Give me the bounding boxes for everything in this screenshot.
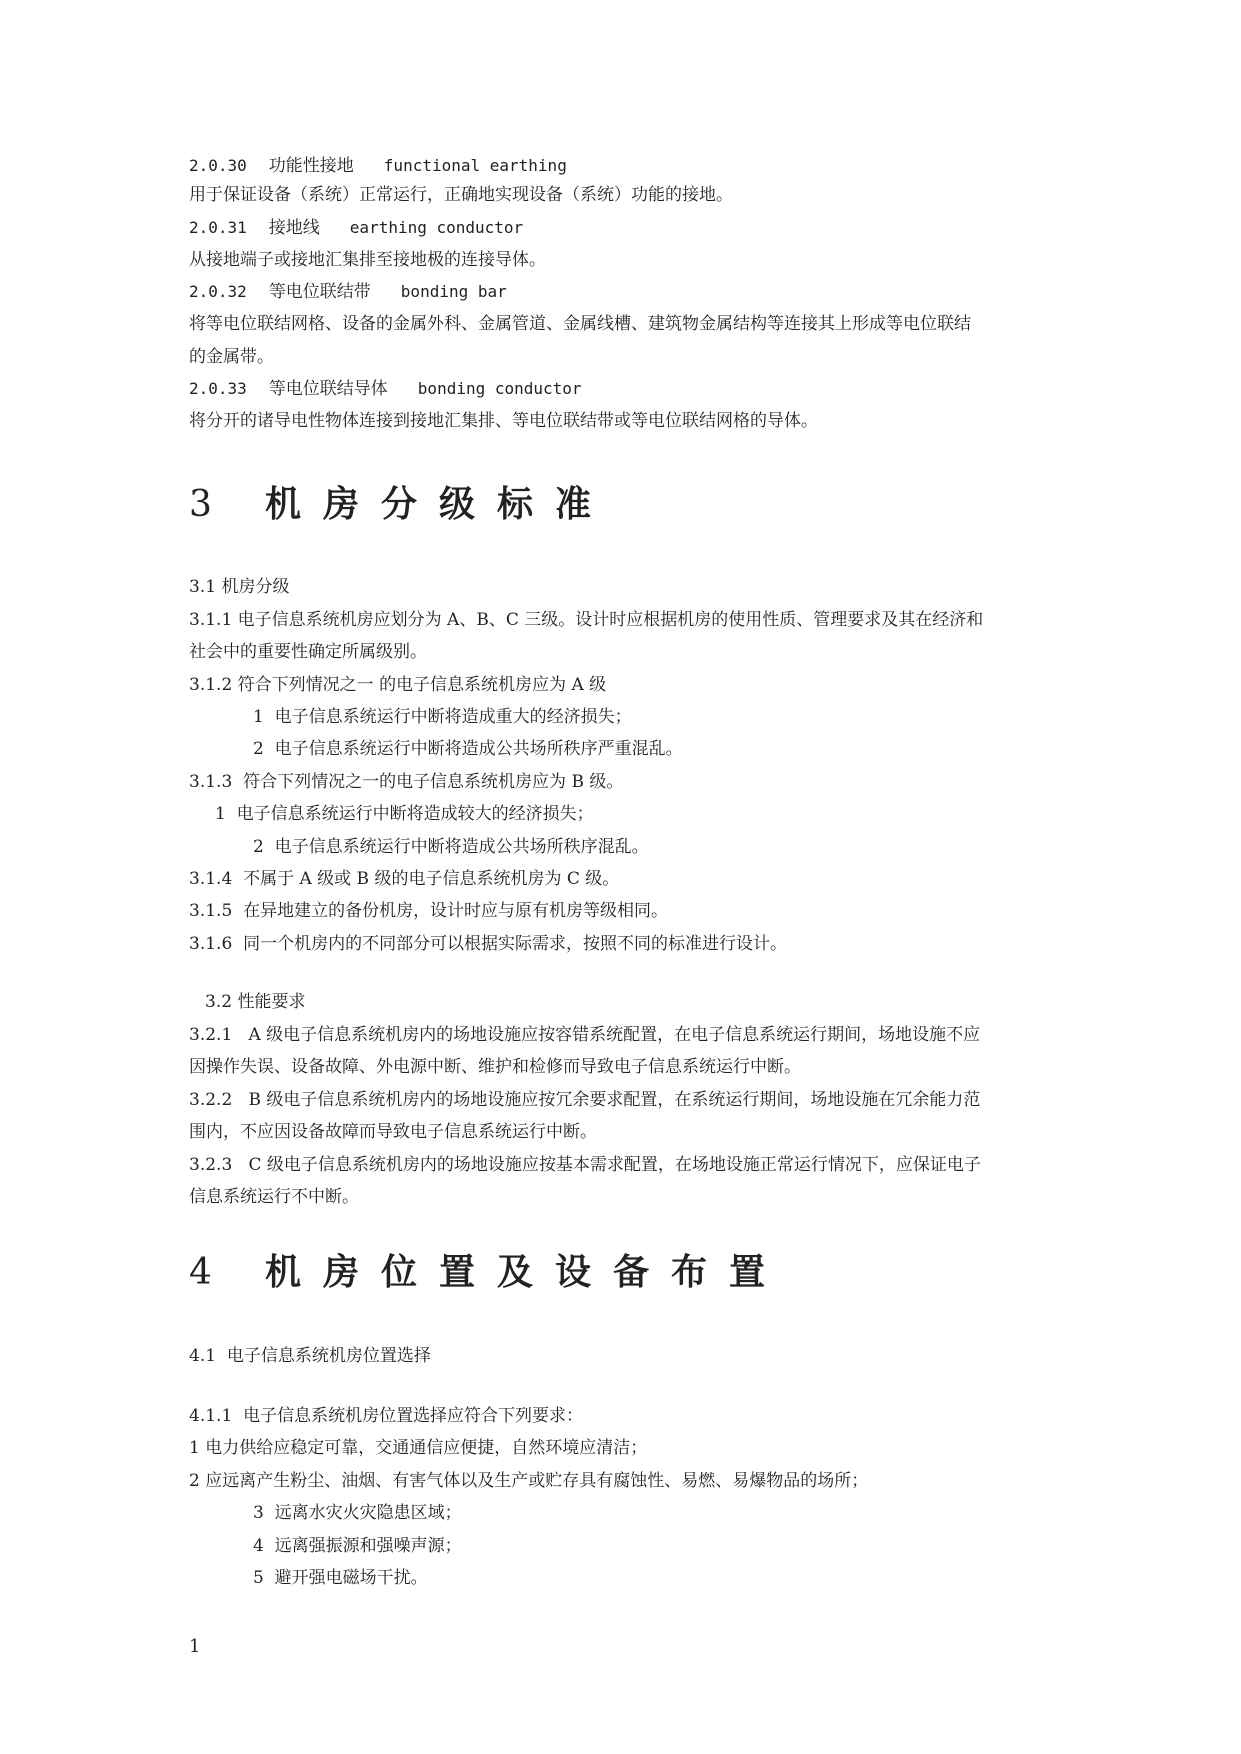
list-item: 1 电子信息系统运行中断将造成重大的经济损失；: [253, 707, 632, 727]
list-item: 3 远离水灾火灾隐患区域；: [253, 1503, 462, 1523]
term-heading: [189, 280, 507, 304]
chapter-heading: [189, 1250, 787, 1295]
clause-text: 3.2.1 A 级电子信息系统机房内的场地设施应按容错系统配置，在电子信息系统运行期间，场地设施不应: [189, 1025, 981, 1045]
section-heading: 4.1 电子信息系统机房位置选择: [189, 1346, 431, 1366]
term-english: bonding conductor: [417, 379, 582, 398]
clause-text: 4.1.1 电子信息系统机房位置选择应符合下列要求：: [189, 1406, 584, 1426]
clause-text: 3.1.6 同一个机房内的不同部分可以根据实际需求，按照不同的标准进行设计。: [189, 934, 788, 954]
list-item: 4 远离强振源和强噪声源；: [253, 1536, 462, 1556]
page-number: 1: [189, 1636, 201, 1657]
term-heading: [189, 377, 582, 401]
term-definition: 从接地端子或接地汇集排至接地极的连接导体。: [189, 250, 546, 270]
term-chinese: 等电位联结带: [268, 282, 371, 302]
clause-text-continued: 因操作失误、设备故障、外电源中断、维护和检修而导致电子信息系统运行中断。: [189, 1057, 801, 1077]
clause-text-continued: 社会中的重要性确定所属级别。: [189, 642, 427, 662]
clause-text: 3.1.4 不属于 A 级或 B 级的电子信息系统机房为 C 级。: [189, 869, 620, 889]
term-definition-continued: 的金属带。: [189, 347, 274, 367]
clause-text: 3.1.1 电子信息系统机房应划分为 A、B、C 三级。设计时应根据机房的使用性质、管理要求及其在经济和: [189, 610, 984, 630]
clause-text-continued: 围内，不应因设备故障而导致电子信息系统运行中断。: [189, 1122, 597, 1142]
term-english: functional earthing: [383, 156, 567, 175]
term-chinese: 功能性接地: [268, 156, 354, 176]
clause-text: 3.2.2 B 级电子信息系统机房内的场地设施应按冗余要求配置，在系统运行期间，场地设施在冗余能力范: [189, 1090, 981, 1110]
term-definition: 将等电位联结网格、设备的金属外科、金属管道、金属线槽、建筑物金属结构等连接其上形成等电位联结: [189, 314, 971, 334]
chapter-title: 机房位置及设备布置: [265, 1251, 788, 1293]
term-definition: 用于保证设备（系统）正常运行，正确地实现设备（系统）功能的接地。: [189, 185, 733, 205]
list-item: 2 应远离产生粉尘、油烟、有害气体以及生产或贮存具有腐蚀性、易燃、易爆物品的场所；: [189, 1471, 869, 1491]
term-definition: 将分开的诸导电性物体连接到接地汇集排、等电位联结带或等电位联结网格的导体。: [189, 411, 818, 431]
section-heading: 3.2 性能要求: [205, 992, 306, 1012]
chapter-title: 机房分级标准: [265, 483, 614, 525]
term-code: 2.0.32: [189, 282, 247, 301]
term-code: 2.0.31: [189, 218, 247, 237]
term-code: 2.0.30: [189, 156, 247, 175]
clause-text: 3.2.3 C 级电子信息系统机房内的场地设施应按基本需求配置，在场地设施正常运行情况下，应保证电子: [189, 1155, 981, 1175]
section-heading: 3.1 机房分级: [189, 577, 290, 597]
term-chinese: 接地线: [268, 218, 320, 238]
term-code: 2.0.33: [189, 379, 247, 398]
list-item: 1 电子信息系统运行中断将造成较大的经济损失；: [215, 804, 594, 824]
clause-text: 3.1.3 符合下列情况之一的电子信息系统机房应为 B 级。: [189, 772, 624, 792]
list-item: 5 避开强电磁场干扰。: [253, 1568, 428, 1588]
term-heading: [189, 154, 567, 178]
list-item: 2 电子信息系统运行中断将造成公共场所秩序严重混乱。: [253, 739, 683, 759]
clause-text-continued: 信息系统运行不中断。: [189, 1187, 359, 1207]
clause-text: 3.1.2 符合下列情况之一 的电子信息系统机房应为 A 级: [189, 675, 607, 695]
clause-text: 3.1.5 在异地建立的备份机房，设计时应与原有机房等级相同。: [189, 901, 669, 921]
term-heading: [189, 216, 523, 240]
list-item: 1 电力供给应稳定可靠，交通通信应便捷，自然环境应清洁；: [189, 1438, 648, 1458]
chapter-number: 4: [189, 1252, 214, 1293]
chapter-number: 3: [189, 484, 214, 525]
term-english: earthing conductor: [349, 218, 524, 237]
chapter-heading: [189, 482, 613, 527]
term-chinese: 等电位联结导体: [268, 379, 388, 399]
term-english: bonding bar: [400, 282, 507, 301]
list-item: 2 电子信息系统运行中断将造成公共场所秩序混乱。: [253, 837, 649, 857]
